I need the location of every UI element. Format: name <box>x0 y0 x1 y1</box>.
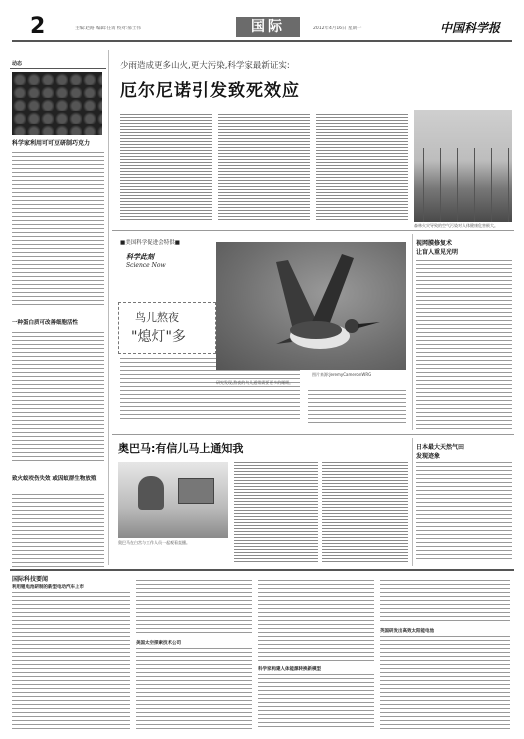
masthead <box>0 0 524 42</box>
cocoa-beans-photo <box>12 72 102 135</box>
masthead-rule <box>12 40 512 42</box>
lead-body-col1 <box>120 114 212 222</box>
bottom-col2b <box>136 648 252 730</box>
bottom-col4 <box>380 580 510 624</box>
lead-photo-caption: 森林火灾导致的空气污染对人体健康危害极大。 <box>414 223 498 228</box>
science-now-feature <box>112 234 410 430</box>
lead-bottom-rule <box>112 230 514 231</box>
right-brief-2 <box>416 440 514 566</box>
bottom-col2 <box>136 580 252 636</box>
newspaper-name: 中国科学报 <box>440 21 501 35</box>
obama-body-col1 <box>234 462 318 562</box>
right-brief1-headline1: 视网膜修复术 <box>416 240 453 247</box>
story1-headline: 科学家利用可可豆研制巧克力 <box>12 140 91 147</box>
page-number: 2 <box>30 14 46 39</box>
bottom-col3b <box>258 674 374 730</box>
bottom-brief4-headline: 英国研发出高效太阳能电池 <box>380 629 434 634</box>
left-column <box>10 48 106 568</box>
science-now-title: 科学此刻 <box>126 252 154 261</box>
story2-headline: 一种蛋白质可改善细胞活性 <box>12 320 79 326</box>
obama-divider <box>412 438 413 566</box>
science-now-body-right <box>308 390 406 424</box>
tree-silhouettes <box>414 148 512 222</box>
obama-photo-figure <box>138 476 164 510</box>
bottom-top-rule <box>10 569 514 571</box>
science-now-banner: ■美国科学促进会特供■ <box>120 240 180 246</box>
lead-story <box>112 50 514 228</box>
mid-rule <box>112 434 514 435</box>
obama-headline: 奥巴马:有信儿马上通知我 <box>118 442 244 455</box>
obama-photo-screen <box>178 478 214 504</box>
lead-body-col2 <box>218 114 310 222</box>
right-brief-1 <box>416 234 514 434</box>
bottom-brief1-headline: 利用锂电池研制的新型电动汽车上市 <box>12 585 84 590</box>
science-now-title-en: Science Now <box>126 262 166 269</box>
forest-fire-photo <box>414 110 512 222</box>
bottom-col1 <box>12 592 130 730</box>
story3-body <box>12 494 104 570</box>
bottom-section <box>10 572 514 734</box>
section-title: 国际 <box>251 19 285 35</box>
right-brief1-body <box>416 260 512 432</box>
lead-headline: 厄尔尼诺引发致死效应 <box>120 81 300 101</box>
left-section-label: 动态 <box>12 61 23 67</box>
right-brief2-headline2: 发现迹象 <box>416 453 441 460</box>
bird-headline-line2: "熄灯"多 <box>131 329 186 345</box>
bottom-section-label: 国际科技要闻 <box>12 576 49 583</box>
left-column-divider <box>108 50 109 565</box>
left-label-rule <box>10 68 106 69</box>
editors-line: 主编:赵路 编辑:任霄 校对:郝士伟 <box>75 26 141 31</box>
obama-story <box>112 438 410 566</box>
bird-photo <box>216 242 406 370</box>
story2-body <box>12 332 104 462</box>
issue-date: 2012年4月16日 星期一 <box>313 26 362 31</box>
right-brief2-body <box>416 462 512 562</box>
bottom-brief3-headline: 科学家构建人体能源转换新模型 <box>258 667 321 672</box>
bird-headline-box <box>118 302 216 354</box>
bottom-brief2-headline: 美国太空探索技术公司 <box>136 641 181 646</box>
right-brief2-headline1: 日本最大天然气田 <box>416 444 465 451</box>
bird-photo-credit: 图片来源:JeremyCameronWRG <box>312 372 372 377</box>
section-title-box <box>236 17 300 37</box>
bird-illustration <box>216 242 406 370</box>
obama-photo-caption: 奥巴马在白宫与工作人员一起观看直播。 <box>118 540 190 545</box>
science-now-divider <box>412 234 413 430</box>
bottom-col3 <box>258 580 374 662</box>
obama-body-col2 <box>322 462 408 562</box>
story3-headline: 致火蚁咬伤失效 或因蚁群生物放殖 <box>12 476 97 482</box>
bird-caption: 研究发现,熬夜的鸟儿通常需要更多的睡眠。 <box>216 380 294 385</box>
lead-body-col3 <box>316 114 408 222</box>
bottom-col4b <box>380 636 510 730</box>
lead-kicker: 少雨造成更多山火,更大污染,科学家最新证实: <box>120 61 290 71</box>
story1-body <box>12 152 104 308</box>
right-brief1-headline2: 让盲人重见光明 <box>416 249 459 256</box>
bird-headline-line1: 鸟儿熬夜 <box>135 311 179 324</box>
obama-photo <box>118 462 228 538</box>
